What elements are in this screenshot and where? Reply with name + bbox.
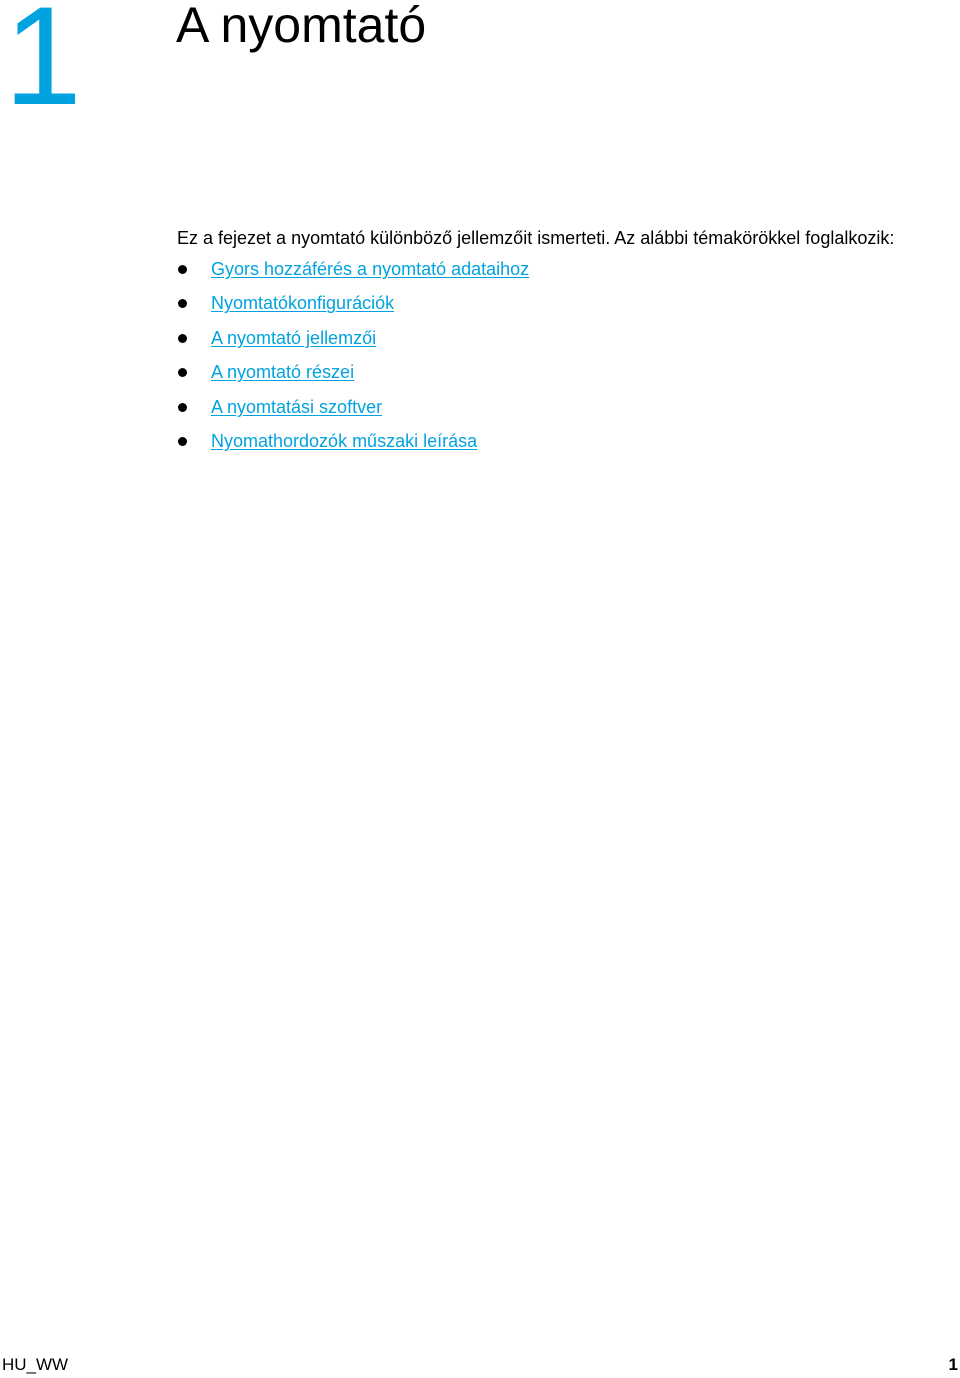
- topic-link-software[interactable]: A nyomtatási szoftver: [211, 396, 383, 417]
- bullet-icon: [178, 368, 187, 377]
- list-item: [177, 258, 529, 292]
- bullet-icon: [178, 334, 187, 343]
- footer-locale-code: HU_WW: [2, 1355, 69, 1374]
- list-item: [177, 327, 529, 361]
- topic-link-features[interactable]: A nyomtató jellemzői: [211, 327, 377, 348]
- footer-page-number: 1: [948, 1355, 958, 1374]
- bullet-icon: [178, 403, 187, 412]
- intro-paragraph: Ez a fejezet a nyomtató különböző jellemzőit ismerteti. Az alábbi témakörökkel foglalkozik:: [177, 228, 895, 248]
- topic-link-parts[interactable]: A nyomtató részei: [211, 362, 355, 383]
- list-item: [177, 430, 529, 464]
- list-item: [177, 396, 529, 430]
- bullet-icon: [178, 437, 187, 446]
- bullet-icon: [178, 299, 187, 308]
- topic-list: [177, 258, 529, 464]
- chapter-title: A nyomtató: [176, 0, 427, 53]
- topic-link-configurations[interactable]: Nyomtatókonfigurációk: [211, 293, 395, 314]
- list-item: [177, 361, 529, 395]
- topic-link-quick-access[interactable]: Gyors hozzáférés a nyomtató adataihoz: [211, 259, 530, 279]
- bullet-icon: [178, 265, 187, 274]
- list-item: [177, 292, 529, 326]
- chapter-number: 1: [4, 0, 78, 134]
- topic-link-media-specs[interactable]: Nyomathordozók műszaki leírása: [211, 430, 478, 451]
